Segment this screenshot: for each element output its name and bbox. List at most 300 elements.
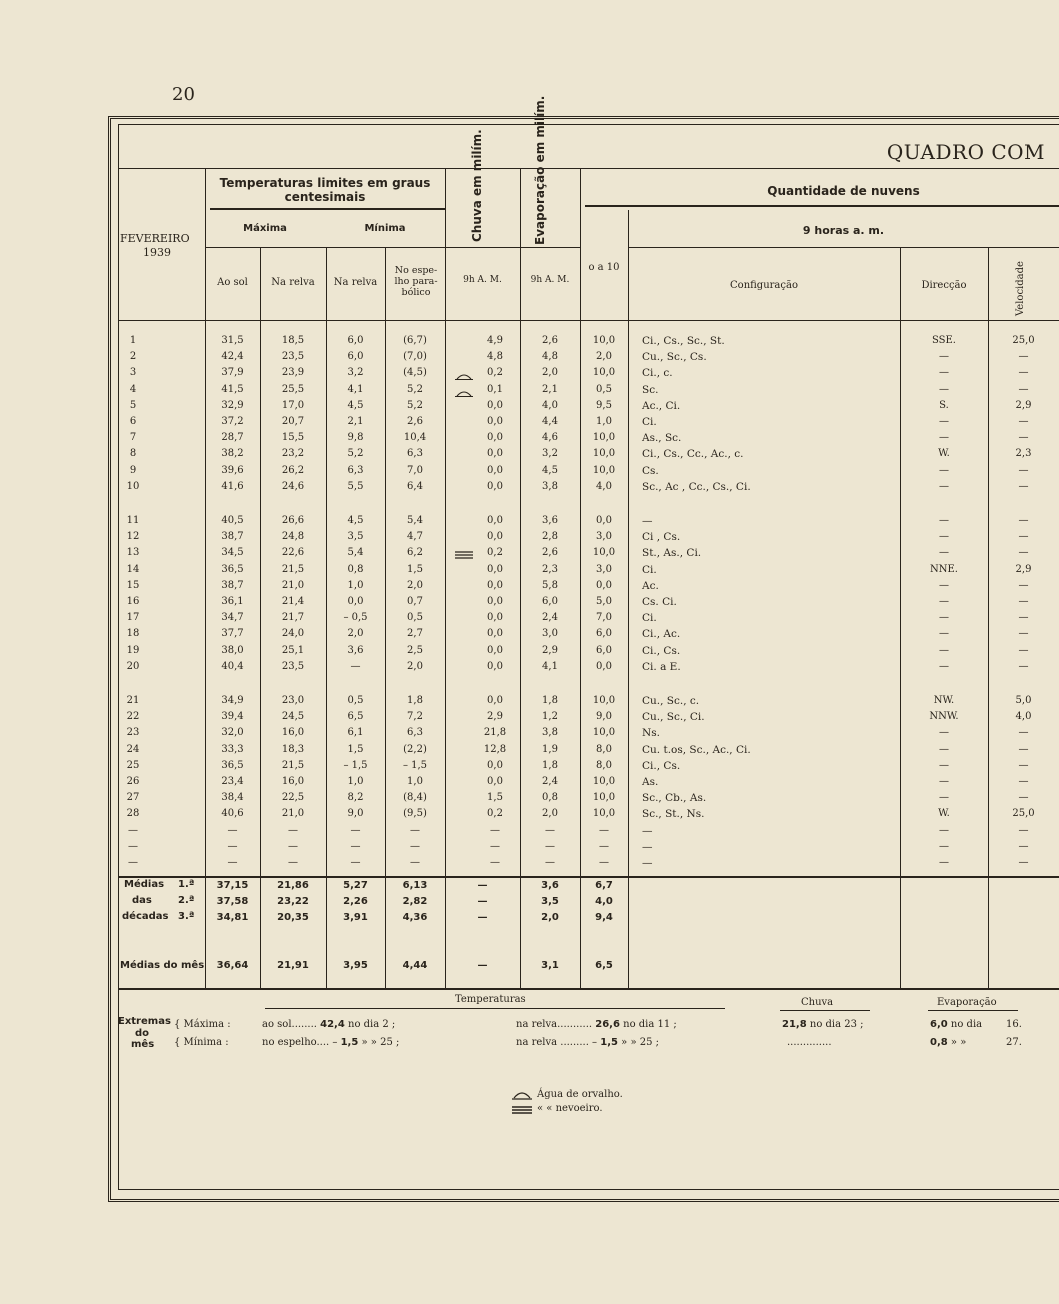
velocidade-cell: —: [1018, 727, 1029, 739]
avg-na-relva-min-dec: 5,27: [343, 880, 368, 891]
direccao-header: Direcção: [921, 280, 967, 291]
ao-sol-cell: 34,7: [221, 612, 244, 624]
chuva-cell: 0,2: [487, 367, 503, 379]
day-cell: 20: [126, 660, 140, 672]
nove-horas-header: 9 horas a. m.: [802, 224, 885, 237]
ao-sol-cell: 34,9: [221, 695, 244, 706]
ext-label-1: Extremas: [118, 1016, 171, 1027]
ext-min-esp: [262, 1037, 399, 1048]
espelho-cell: – 1,5: [402, 759, 428, 771]
nebulosidade-cell: 10,0: [592, 367, 616, 379]
ao-sol-cell: 32,0: [221, 727, 244, 739]
ext-max-relva-label: na relva...........: [516, 1019, 593, 1030]
day-cell: 15: [126, 579, 140, 591]
chuva-cell: 0,0: [487, 399, 503, 411]
avg-nebulosidade-dec: 4,0: [595, 896, 613, 907]
velocidade-cell: —: [1018, 596, 1029, 607]
evaporacao-cell: 4,8: [542, 351, 558, 363]
chuva-cell: 0,0: [487, 579, 503, 591]
chuva-cell: —: [490, 857, 500, 868]
configuracao-cell: Sc., Ac , Cc., Cs., Ci.: [642, 480, 751, 493]
hour-chuva: 9h A. M.: [463, 275, 502, 285]
na-relva-max-cell: 21,7: [281, 612, 305, 624]
na-relva-max-cell: 26,6: [281, 515, 305, 526]
nebulosidade-cell: 10,0: [592, 776, 616, 787]
espelho-cell: 5,2: [407, 399, 423, 411]
direccao-cell: —: [939, 612, 949, 624]
evaporacao-cell: 1,9: [542, 743, 558, 755]
nebulosidade-cell: 8,0: [596, 759, 612, 771]
velocidade-cell: —: [1018, 628, 1029, 640]
na-relva-max-header: Na relva: [271, 277, 315, 288]
chuva-header: Chuva em milím.: [470, 129, 484, 242]
nebulosidade-cell: 3,0: [596, 531, 612, 543]
avg-na-relva-min-dec: 3,91: [343, 912, 368, 923]
direccao-cell: —: [939, 660, 949, 672]
ext-max-relva-day: no dia 11 ;: [623, 1019, 677, 1030]
velocidade-cell: —: [1018, 416, 1029, 427]
configuracao-cell: Cu. t.os, Sc., Ac., Ci.: [642, 743, 751, 756]
nebulosidade-cell: 1,0: [596, 416, 612, 427]
ao-sol-cell: 37,2: [221, 416, 244, 427]
na-relva-min-cell: 1,0: [347, 579, 364, 591]
configuracao-header: Configuração: [730, 280, 798, 291]
evaporacao-cell: 5,8: [542, 579, 558, 591]
velocidade-cell: —: [1018, 464, 1029, 476]
chuva-cell: 0,0: [487, 416, 503, 427]
day-cell: 4: [129, 383, 137, 395]
chuva-sub-rule: [445, 247, 580, 248]
direccao-cell: W.: [938, 808, 950, 820]
day-cell: 10: [126, 480, 140, 492]
chuva-cell: 0,1: [487, 383, 503, 395]
ao-sol-cell: 34,5: [221, 547, 244, 559]
ao-sol-cell: 37,7: [221, 628, 244, 640]
na-relva-min-cell: 5,2: [347, 448, 364, 460]
na-relva-min-cell: 2,0: [347, 628, 364, 640]
chuva-cell: 0,0: [487, 480, 503, 492]
ext-min-evap-day: » »: [950, 1037, 967, 1048]
evaporacao-cell: 0,8: [542, 792, 558, 804]
ao-sol-cell: —: [227, 857, 238, 868]
evaporacao-cell: 3,8: [542, 727, 558, 739]
ao-sol-cell: 40,6: [221, 808, 244, 820]
na-relva-min-cell: 2,1: [347, 416, 364, 427]
evaporacao-cell: 4,5: [542, 464, 558, 476]
velocidade-cell: —: [1018, 840, 1029, 852]
ext-label-3: mês: [131, 1039, 155, 1050]
na-relva-max-cell: 24,0: [281, 628, 305, 640]
configuracao-cell: —: [642, 840, 653, 853]
dew-symbol-icon: [512, 1088, 532, 1100]
espelho-cell: 7,2: [407, 711, 423, 723]
avg-na-relva-min-dec: 2,26: [343, 896, 368, 907]
hour-evap: 9h A. M.: [530, 275, 570, 285]
day-cell: 5: [129, 399, 137, 411]
direccao-cell: —: [939, 759, 949, 771]
velocidade-cell: —: [1018, 579, 1029, 591]
chuva-cell: 1,5: [487, 792, 503, 804]
espelho-cell: 0,5: [407, 612, 423, 624]
velocidade-cell: —: [1018, 351, 1029, 363]
espelho-cell: (8,4): [403, 792, 427, 804]
na-relva-max-cell: 24,6: [281, 480, 305, 492]
ao-sol-cell: 40,4: [221, 660, 244, 672]
ao-sol-cell: 39,4: [221, 711, 244, 723]
na-relva-min-cell: 0,8: [347, 563, 364, 575]
na-relva-max-cell: 16,0: [281, 776, 305, 787]
avg-na-relva-min-month: 3,95: [343, 960, 368, 971]
chuva-cell: 0,0: [487, 759, 503, 771]
avg-nebulosidade-month: 6,5: [595, 960, 613, 971]
configuracao-cell: Cu., Sc., Cs.: [642, 351, 707, 364]
nebulosidade-cell: 6,0: [596, 628, 612, 640]
evaporacao-cell: 6,0: [542, 596, 558, 607]
na-relva-min-cell: 4,1: [347, 383, 364, 395]
direccao-cell: —: [939, 628, 949, 640]
chuva-cell: —: [490, 840, 500, 852]
direccao-cell: —: [939, 644, 949, 656]
direccao-cell: —: [939, 480, 949, 492]
ext-head-chuva: Chuva: [801, 997, 834, 1008]
nebulosidade-cell: 4,0: [596, 480, 612, 492]
espelho-cell: —: [410, 840, 420, 852]
configuracao-cell: Sc.: [642, 383, 659, 396]
ext-min-label: { Mínima :: [174, 1037, 229, 1048]
na-relva-max-cell: 25,5: [281, 383, 305, 395]
nebulosidade-cell: 2,0: [596, 351, 612, 363]
nebulosidade-cell: 6,0: [596, 644, 612, 656]
velocidade-cell: —: [1018, 660, 1029, 672]
na-relva-max-cell: 16,0: [281, 727, 305, 739]
evaporacao-cell: 2,6: [542, 335, 558, 346]
na-relva-min-cell: 3,2: [347, 367, 364, 379]
day-cell: 19: [126, 644, 140, 656]
nebulosidade-cell: 5,0: [596, 596, 612, 607]
na-relva-min-cell: 3,5: [347, 531, 364, 543]
direccao-cell: —: [939, 432, 949, 444]
day-cell: 11: [126, 515, 140, 526]
header-top-rule: [118, 168, 1059, 169]
ao-sol-cell: 42,4: [221, 351, 244, 363]
nebulosidade-cell: 0,0: [596, 515, 612, 526]
velocidade-cell: —: [1018, 515, 1029, 526]
avg-espelho-dec: 4,36: [402, 912, 428, 923]
chuva-cell: 0,0: [487, 612, 503, 624]
direccao-cell: —: [939, 383, 949, 395]
na-relva-max-cell: 21,5: [281, 563, 305, 575]
direccao-cell: —: [939, 840, 949, 852]
chuva-cell: 2,9: [487, 711, 503, 723]
velocidade-cell: 25,0: [1012, 808, 1035, 820]
avg-na-relva-max-dec: 20,35: [277, 912, 309, 923]
na-relva-max-cell: 23,9: [281, 367, 305, 379]
direccao-cell: —: [939, 824, 949, 836]
chuva-cell: 0,0: [487, 596, 503, 607]
nebulosidade-cell: 10,0: [592, 695, 616, 706]
configuracao-cell: Cu., Sc., c.: [642, 695, 700, 707]
configuracao-cell: Ci., Cs., Sc., St.: [642, 335, 725, 347]
avg-evaporacao-dec: 3,5: [541, 896, 559, 907]
ext-min-evap-d: 27.: [1006, 1037, 1022, 1048]
day-cell: 12: [126, 531, 140, 543]
espelho-cell: 0,7: [407, 596, 423, 607]
ext-max-evap: [930, 1019, 982, 1030]
day-cell: 1: [129, 335, 137, 346]
na-relva-max-cell: 23,5: [281, 351, 305, 363]
na-relva-max-cell: 23,0: [281, 695, 305, 706]
ext-max-chuva: [782, 1019, 864, 1030]
nebulosidade-cell: 0,5: [596, 383, 612, 395]
direccao-cell: —: [939, 464, 949, 476]
na-relva-max-cell: 24,8: [281, 531, 305, 543]
day-cell: —: [128, 857, 138, 868]
velocidade-header: Velocidade: [1015, 261, 1026, 316]
ext-min-esp-value: 1,5: [340, 1037, 359, 1048]
chuva-cell: 4,9: [487, 335, 503, 346]
legend-fog: « « nevoeiro.: [537, 1103, 603, 1114]
ext-max-evap-day: no dia: [950, 1019, 983, 1030]
evaporacao-cell: 3,2: [542, 448, 558, 460]
configuracao-cell: Ci.: [642, 416, 657, 428]
avg-chuva-month: —: [477, 960, 488, 971]
ext-evap-brace: [928, 1010, 1018, 1017]
avg-espelho-month: 4,44: [402, 960, 428, 971]
ao-sol-cell: 23,4: [221, 776, 244, 787]
na-relva-max-cell: 23,5: [281, 660, 305, 672]
nebulosidade-cell: 10,0: [592, 448, 616, 460]
configuracao-cell: Sc., Cb., As.: [642, 792, 707, 805]
year-header: 1939: [143, 246, 171, 259]
temp-brace: [210, 208, 445, 216]
na-relva-max-cell: —: [288, 824, 298, 836]
ao-sol-cell: 38,7: [221, 531, 244, 543]
na-relva-min-cell: 8,2: [347, 792, 364, 804]
evaporacao-cell: 1,8: [542, 695, 558, 706]
page-number: 20: [172, 84, 195, 105]
avg-nebulosidade-dec: 9,4: [595, 912, 613, 923]
na-relva-max-cell: 22,6: [281, 547, 305, 559]
day-cell: 3: [129, 367, 137, 379]
na-relva-max-cell: 15,5: [281, 432, 305, 444]
ao-sol-cell: 39,6: [221, 464, 244, 476]
na-relva-min-cell: 6,3: [347, 464, 364, 476]
avg-na-relva-max-month: 21,91: [277, 960, 309, 971]
espelho-cell: (2,2): [403, 743, 427, 755]
velocidade-cell: —: [1018, 759, 1029, 771]
direccao-cell: NW.: [933, 695, 955, 706]
day-cell: 27: [126, 792, 140, 804]
na-relva-min-cell: 1,0: [347, 776, 364, 787]
evaporacao-cell: 2,1: [542, 383, 558, 395]
configuracao-cell: Ci.: [642, 612, 657, 625]
na-relva-max-cell: 23,2: [281, 448, 305, 460]
temp-group-header: Temperaturas limites em graus centesimais: [219, 176, 431, 204]
nebulosidade-cell: 10,0: [592, 464, 616, 476]
na-relva-max-cell: —: [288, 840, 298, 852]
day-cell: 8: [129, 448, 137, 460]
na-relva-min-cell: 1,5: [347, 743, 364, 755]
avg-evaporacao-dec: 2,0: [541, 912, 559, 923]
avg-espelho-dec: 6,13: [402, 880, 428, 891]
na-relva-min-cell: 0,0: [347, 596, 364, 607]
direccao-cell: —: [939, 515, 949, 526]
ao-sol-cell: 33,3: [221, 743, 244, 755]
avg-evaporacao-month: 3,1: [541, 960, 559, 971]
ext-max-sol-value: 42,4: [320, 1019, 345, 1030]
col-rule: [445, 168, 446, 988]
velocidade-cell: —: [1018, 612, 1029, 624]
evaporacao-cell: 2,8: [542, 531, 558, 543]
direccao-cell: —: [939, 579, 949, 591]
temp-sub-rule: [205, 247, 450, 248]
evaporacao-cell: 3,8: [542, 480, 558, 492]
velocidade-cell: —: [1018, 792, 1029, 804]
configuracao-cell: Ci., c.: [642, 367, 673, 380]
configuracao-cell: —: [642, 857, 653, 869]
day-cell: 6: [129, 416, 137, 427]
espelho-cell: 6,3: [407, 448, 423, 460]
direccao-cell: —: [939, 727, 949, 739]
espelho-cell: 1,8: [407, 695, 423, 706]
velocidade-cell: 2,9: [1015, 399, 1032, 411]
avg-dec-1: 1.ª: [178, 879, 195, 890]
evaporacao-cell: 4,6: [542, 432, 558, 444]
ext-min-esp-label: no espelho.... –: [262, 1037, 338, 1048]
chuva-cell: 0,2: [487, 808, 503, 820]
configuracao-cell: Ns.: [642, 727, 660, 740]
configuracao-cell: Ci. a E.: [642, 660, 681, 673]
ext-min-relva-label: na relva ......... –: [516, 1037, 598, 1048]
ext-max-label-text: Máxima :: [183, 1019, 231, 1030]
na-relva-max-cell: 22,5: [281, 792, 305, 804]
configuracao-cell: Ac.: [642, 579, 659, 592]
direccao-cell: —: [939, 531, 949, 543]
espelho-cell: —: [410, 857, 420, 868]
ext-label-2: do: [135, 1028, 150, 1039]
espelho-cell: 5,2: [407, 383, 423, 395]
na-relva-max-cell: 21,5: [281, 759, 305, 771]
ext-min-relva-day: » » 25 ;: [621, 1037, 660, 1048]
avg-ao-sol-dec: 37,58: [216, 896, 249, 907]
ext-chuva-brace: [780, 1010, 870, 1017]
velocidade-cell: 4,0: [1015, 711, 1032, 723]
ext-max-evap-d: 16.: [1006, 1019, 1022, 1030]
ao-sol-cell: 32,9: [221, 399, 244, 411]
na-relva-min-cell: 6,5: [347, 711, 364, 723]
velocidade-cell: —: [1018, 644, 1029, 656]
nebulosidade-cell: 0,0: [596, 579, 612, 591]
evaporacao-cell: —: [545, 824, 555, 836]
avg-ao-sol-month: 36,64: [216, 960, 249, 971]
na-relva-min-cell: 4,5: [347, 399, 364, 411]
espelho-cell: 6,3: [407, 727, 423, 739]
day-cell: 25: [126, 759, 140, 771]
chuva-cell: 0,0: [487, 563, 503, 575]
espelho-cell: 2,0: [407, 660, 423, 672]
espelho-cell: 5,4: [407, 515, 423, 526]
avg-nebulosidade-dec: 6,7: [595, 880, 613, 891]
velocidade-cell: —: [1018, 367, 1029, 379]
direccao-cell: —: [939, 367, 949, 379]
nebulosidade-cell: 10,0: [592, 432, 616, 444]
espelho-cell: 2,6: [407, 416, 423, 427]
extremes-top-rule: [118, 988, 1059, 990]
espelho-cell: 6,2: [407, 547, 423, 559]
nuvens-sub-rule: [628, 247, 1059, 248]
velocidade-cell: —: [1018, 547, 1029, 559]
chuva-cell: 0,0: [487, 515, 503, 526]
avg-label-1: Médias: [124, 879, 165, 890]
day-cell: 28: [126, 808, 140, 820]
na-relva-min-cell: —: [350, 824, 361, 836]
avg-na-relva-max-dec: 21,86: [277, 880, 309, 891]
espelho-cell: 1,0: [407, 776, 423, 787]
day-cell: 9: [129, 464, 137, 476]
configuracao-cell: Sc., St., Ns.: [642, 808, 705, 821]
ao-sol-cell: 31,5: [221, 335, 244, 346]
nebulosidade-cell: 9,0: [596, 711, 612, 723]
na-relva-min-cell: —: [350, 857, 361, 868]
day-cell: 26: [126, 776, 140, 787]
na-relva-max-cell: 18,5: [281, 335, 305, 346]
direccao-cell: —: [939, 743, 949, 755]
evaporacao-cell: 1,2: [542, 711, 558, 723]
table-title: QUADRO COM: [886, 140, 1045, 164]
chuva-cell: 0,0: [487, 432, 503, 444]
direccao-cell: W.: [938, 448, 950, 460]
na-relva-min-cell: 6,1: [347, 727, 364, 739]
nebulosidade-cell: —: [599, 840, 609, 852]
na-relva-max-cell: 21,0: [281, 808, 305, 820]
na-relva-max-cell: 25,1: [281, 644, 305, 656]
ao-sol-header: Ao sol: [217, 277, 248, 288]
direccao-cell: —: [939, 792, 949, 804]
configuracao-cell: Ci., Cs.: [642, 644, 681, 657]
ext-max-relva: [516, 1019, 677, 1030]
velocidade-cell: —: [1018, 824, 1029, 836]
nebulosidade-cell: 9,5: [596, 399, 612, 411]
na-relva-min-cell: – 1,5: [343, 759, 368, 771]
day-cell: 16: [126, 596, 140, 607]
avg-chuva-dec: —: [477, 912, 488, 923]
evaporacao-cell: —: [545, 840, 555, 852]
na-relva-min-cell: 3,6: [347, 644, 364, 656]
espelho-cell: (9,5): [403, 808, 427, 820]
na-relva-min-cell: – 0,5: [343, 612, 368, 624]
evaporacao-cell: 2,9: [542, 644, 558, 656]
chuva-cell: —: [490, 824, 500, 836]
nuvens-brace: [585, 205, 1059, 213]
avg-chuva-dec: —: [477, 896, 488, 907]
nebulosidade-cell: 10,0: [592, 547, 616, 559]
velocidade-cell: —: [1018, 383, 1029, 395]
chuva-cell: 4,8: [487, 351, 503, 363]
direccao-cell: NNE.: [930, 563, 958, 575]
evap-header: Evaporação em milím.: [533, 95, 547, 245]
nebulosidade-cell: 10,0: [592, 808, 616, 820]
na-relva-min-cell: 5,5: [347, 480, 364, 492]
espelho-cell: (4,5): [403, 367, 427, 379]
ao-sol-cell: 38,7: [221, 579, 244, 591]
na-relva-max-cell: 21,0: [281, 579, 305, 591]
velocidade-cell: 5,0: [1015, 695, 1032, 706]
ao-sol-cell: 40,5: [221, 515, 244, 526]
chuva-cell: 21,8: [483, 727, 507, 739]
ao-sol-cell: 38,0: [221, 644, 244, 656]
avg-dec-2: 2.ª: [178, 895, 195, 906]
espelho-cell: 2,0: [407, 579, 423, 591]
